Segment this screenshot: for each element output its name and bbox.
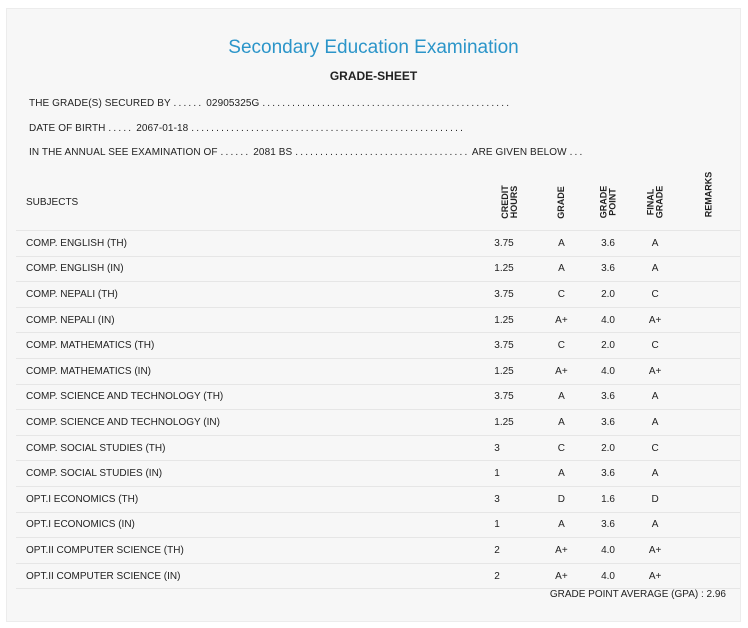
grade-cell: A: [539, 410, 585, 436]
final-grade-cell: A: [632, 410, 679, 436]
remarks-cell: [678, 384, 740, 410]
subject-cell: COMP. NEPALI (TH): [16, 282, 481, 308]
header-subjects: SUBJECTS: [16, 175, 481, 231]
credit-cell: 1.25: [481, 307, 538, 333]
table-row: [16, 486, 740, 512]
grade-point-cell: 4.0: [584, 563, 632, 589]
final-grade-cell: A+: [632, 563, 679, 589]
credit-cell: 2: [481, 563, 538, 589]
table-row: [16, 307, 740, 333]
table-row: [16, 384, 740, 410]
grade-point-cell: 1.6: [584, 486, 632, 512]
header-final-grade: FINAL GRADE: [632, 175, 679, 231]
remarks-cell: [678, 307, 740, 333]
final-grade-cell: A: [632, 256, 679, 282]
grades-secured-label: THE GRADE(S) SECURED BY: [29, 98, 171, 109]
grade-point-cell: 3.6: [584, 384, 632, 410]
grade-cell: C: [539, 435, 585, 461]
remarks-cell: [678, 358, 740, 384]
remarks-cell: [678, 486, 740, 512]
grade-point-cell: 2.0: [584, 333, 632, 359]
exam-line: IN THE ANNUAL SEE EXAMINATION OF ...... 2081 BS ................................... ARE GIVEN BELOW ...: [29, 147, 585, 158]
dob-label: DATE OF BIRTH: [29, 123, 106, 134]
final-grade-cell: D: [632, 486, 679, 512]
final-grade-cell: C: [632, 435, 679, 461]
grade-point-cell: 3.6: [584, 231, 632, 257]
table-row: [16, 461, 740, 487]
grade-cell: A: [539, 512, 585, 538]
header-grade: GRADE: [539, 175, 585, 231]
header-remarks: REMARKS: [678, 175, 740, 231]
credit-cell: 3.75: [481, 333, 538, 359]
table-row: [16, 512, 740, 538]
grade-point-cell: 4.0: [584, 307, 632, 333]
final-grade-cell: C: [632, 282, 679, 308]
grade-point-cell: 2.0: [584, 282, 632, 308]
subject-cell: COMP. NEPALI (IN): [16, 307, 481, 333]
final-grade-cell: A+: [632, 307, 679, 333]
remarks-cell: [678, 333, 740, 359]
final-grade-cell: A+: [632, 538, 679, 564]
credit-cell: 3: [481, 486, 538, 512]
header-credit-hours: CREDIT HOURS: [481, 175, 538, 231]
grade-cell: A: [539, 231, 585, 257]
grade-cell: C: [539, 282, 585, 308]
remarks-cell: [678, 256, 740, 282]
subject-cell: COMP. MATHEMATICS (TH): [16, 333, 481, 359]
subject-cell: COMP. SOCIAL STUDIES (IN): [16, 461, 481, 487]
grade-point-cell: 4.0: [584, 538, 632, 564]
grade-cell: A+: [539, 538, 585, 564]
subject-cell: COMP. SCIENCE AND TECHNOLOGY (IN): [16, 410, 481, 436]
grade-cell: A+: [539, 307, 585, 333]
remarks-cell: [678, 538, 740, 564]
subject-cell: COMP. ENGLISH (TH): [16, 231, 481, 257]
credit-cell: 1: [481, 461, 538, 487]
grade-cell: D: [539, 486, 585, 512]
credit-cell: 1.25: [481, 256, 538, 282]
table-row: [16, 358, 740, 384]
final-grade-cell: A: [632, 512, 679, 538]
table-row: [16, 435, 740, 461]
subject-cell: COMP. MATHEMATICS (IN): [16, 358, 481, 384]
given-below-label: ARE GIVEN BELOW: [471, 147, 567, 158]
remarks-cell: [678, 461, 740, 487]
final-grade-cell: A: [632, 231, 679, 257]
gpa-label: GRADE POINT AVERAGE (GPA) :: [549, 589, 704, 600]
credit-cell: 3.75: [481, 384, 538, 410]
credit-cell: 1.25: [481, 358, 538, 384]
grade-sheet: [6, 8, 741, 622]
subject-cell: COMP. SOCIAL STUDIES (TH): [16, 435, 481, 461]
grade-point-cell: 4.0: [584, 358, 632, 384]
exam-label: IN THE ANNUAL SEE EXAMINATION OF: [29, 147, 218, 158]
credit-cell: 1: [481, 512, 538, 538]
final-grade-cell: C: [632, 333, 679, 359]
grade-cell: A: [539, 256, 585, 282]
subject-cell: OPT.II COMPUTER SCIENCE (IN): [16, 563, 481, 589]
table-row: [16, 333, 740, 359]
student-id: 02905325G: [206, 98, 260, 109]
credit-cell: 1.25: [481, 410, 538, 436]
exam-year: 2081 BS: [253, 147, 293, 158]
gpa-value: 2.96: [706, 589, 726, 600]
page-title: Secondary Education Examination: [228, 37, 519, 58]
grades-table: [16, 171, 740, 589]
subject-cell: COMP. SCIENCE AND TECHNOLOGY (TH): [16, 384, 481, 410]
credit-cell: 3.75: [481, 231, 538, 257]
subject-cell: OPT.II COMPUTER SCIENCE (TH): [16, 538, 481, 564]
credit-cell: 3: [481, 435, 538, 461]
final-grade-cell: A: [632, 384, 679, 410]
remarks-cell: [678, 435, 740, 461]
grade-point-cell: 3.6: [584, 461, 632, 487]
remarks-cell: [678, 512, 740, 538]
page-subtitle: GRADE-SHEET: [329, 69, 418, 83]
final-grade-cell: A: [632, 461, 679, 487]
grade-point-cell: 3.6: [584, 410, 632, 436]
credit-cell: 3.75: [481, 282, 538, 308]
table-header-row: [16, 175, 740, 231]
table-row: [16, 231, 740, 257]
grade-cell: C: [539, 333, 585, 359]
credit-cell: 2: [481, 538, 538, 564]
subject-cell: OPT.I ECONOMICS (IN): [16, 512, 481, 538]
table-row: [16, 282, 740, 308]
table-row: [16, 256, 740, 282]
dob-value: 2067-01-18: [136, 123, 189, 134]
dob-line: DATE OF BIRTH ..... 2067-01-18 .......................................................: [29, 123, 466, 134]
table-row: [16, 538, 740, 564]
remarks-cell: [678, 282, 740, 308]
grades-secured-line: THE GRADE(S) SECURED BY ...... 02905325G ..................................................: [29, 98, 512, 109]
final-grade-cell: A+: [632, 358, 679, 384]
grade-cell: A: [539, 384, 585, 410]
grade-point-cell: 3.6: [584, 512, 632, 538]
header-grade-point: GRADE POINT: [584, 175, 632, 231]
remarks-cell: [678, 231, 740, 257]
subject-cell: OPT.I ECONOMICS (TH): [16, 486, 481, 512]
grade-cell: A+: [539, 358, 585, 384]
remarks-cell: [678, 410, 740, 436]
grade-point-cell: 3.6: [584, 256, 632, 282]
subject-cell: COMP. ENGLISH (IN): [16, 256, 481, 282]
grade-cell: A: [539, 461, 585, 487]
remarks-cell: [678, 563, 740, 589]
grade-cell: A+: [539, 563, 585, 589]
grade-point-cell: 2.0: [584, 435, 632, 461]
table-row: [16, 563, 740, 589]
gpa-summary: [550, 589, 726, 600]
table-row: [16, 410, 740, 436]
